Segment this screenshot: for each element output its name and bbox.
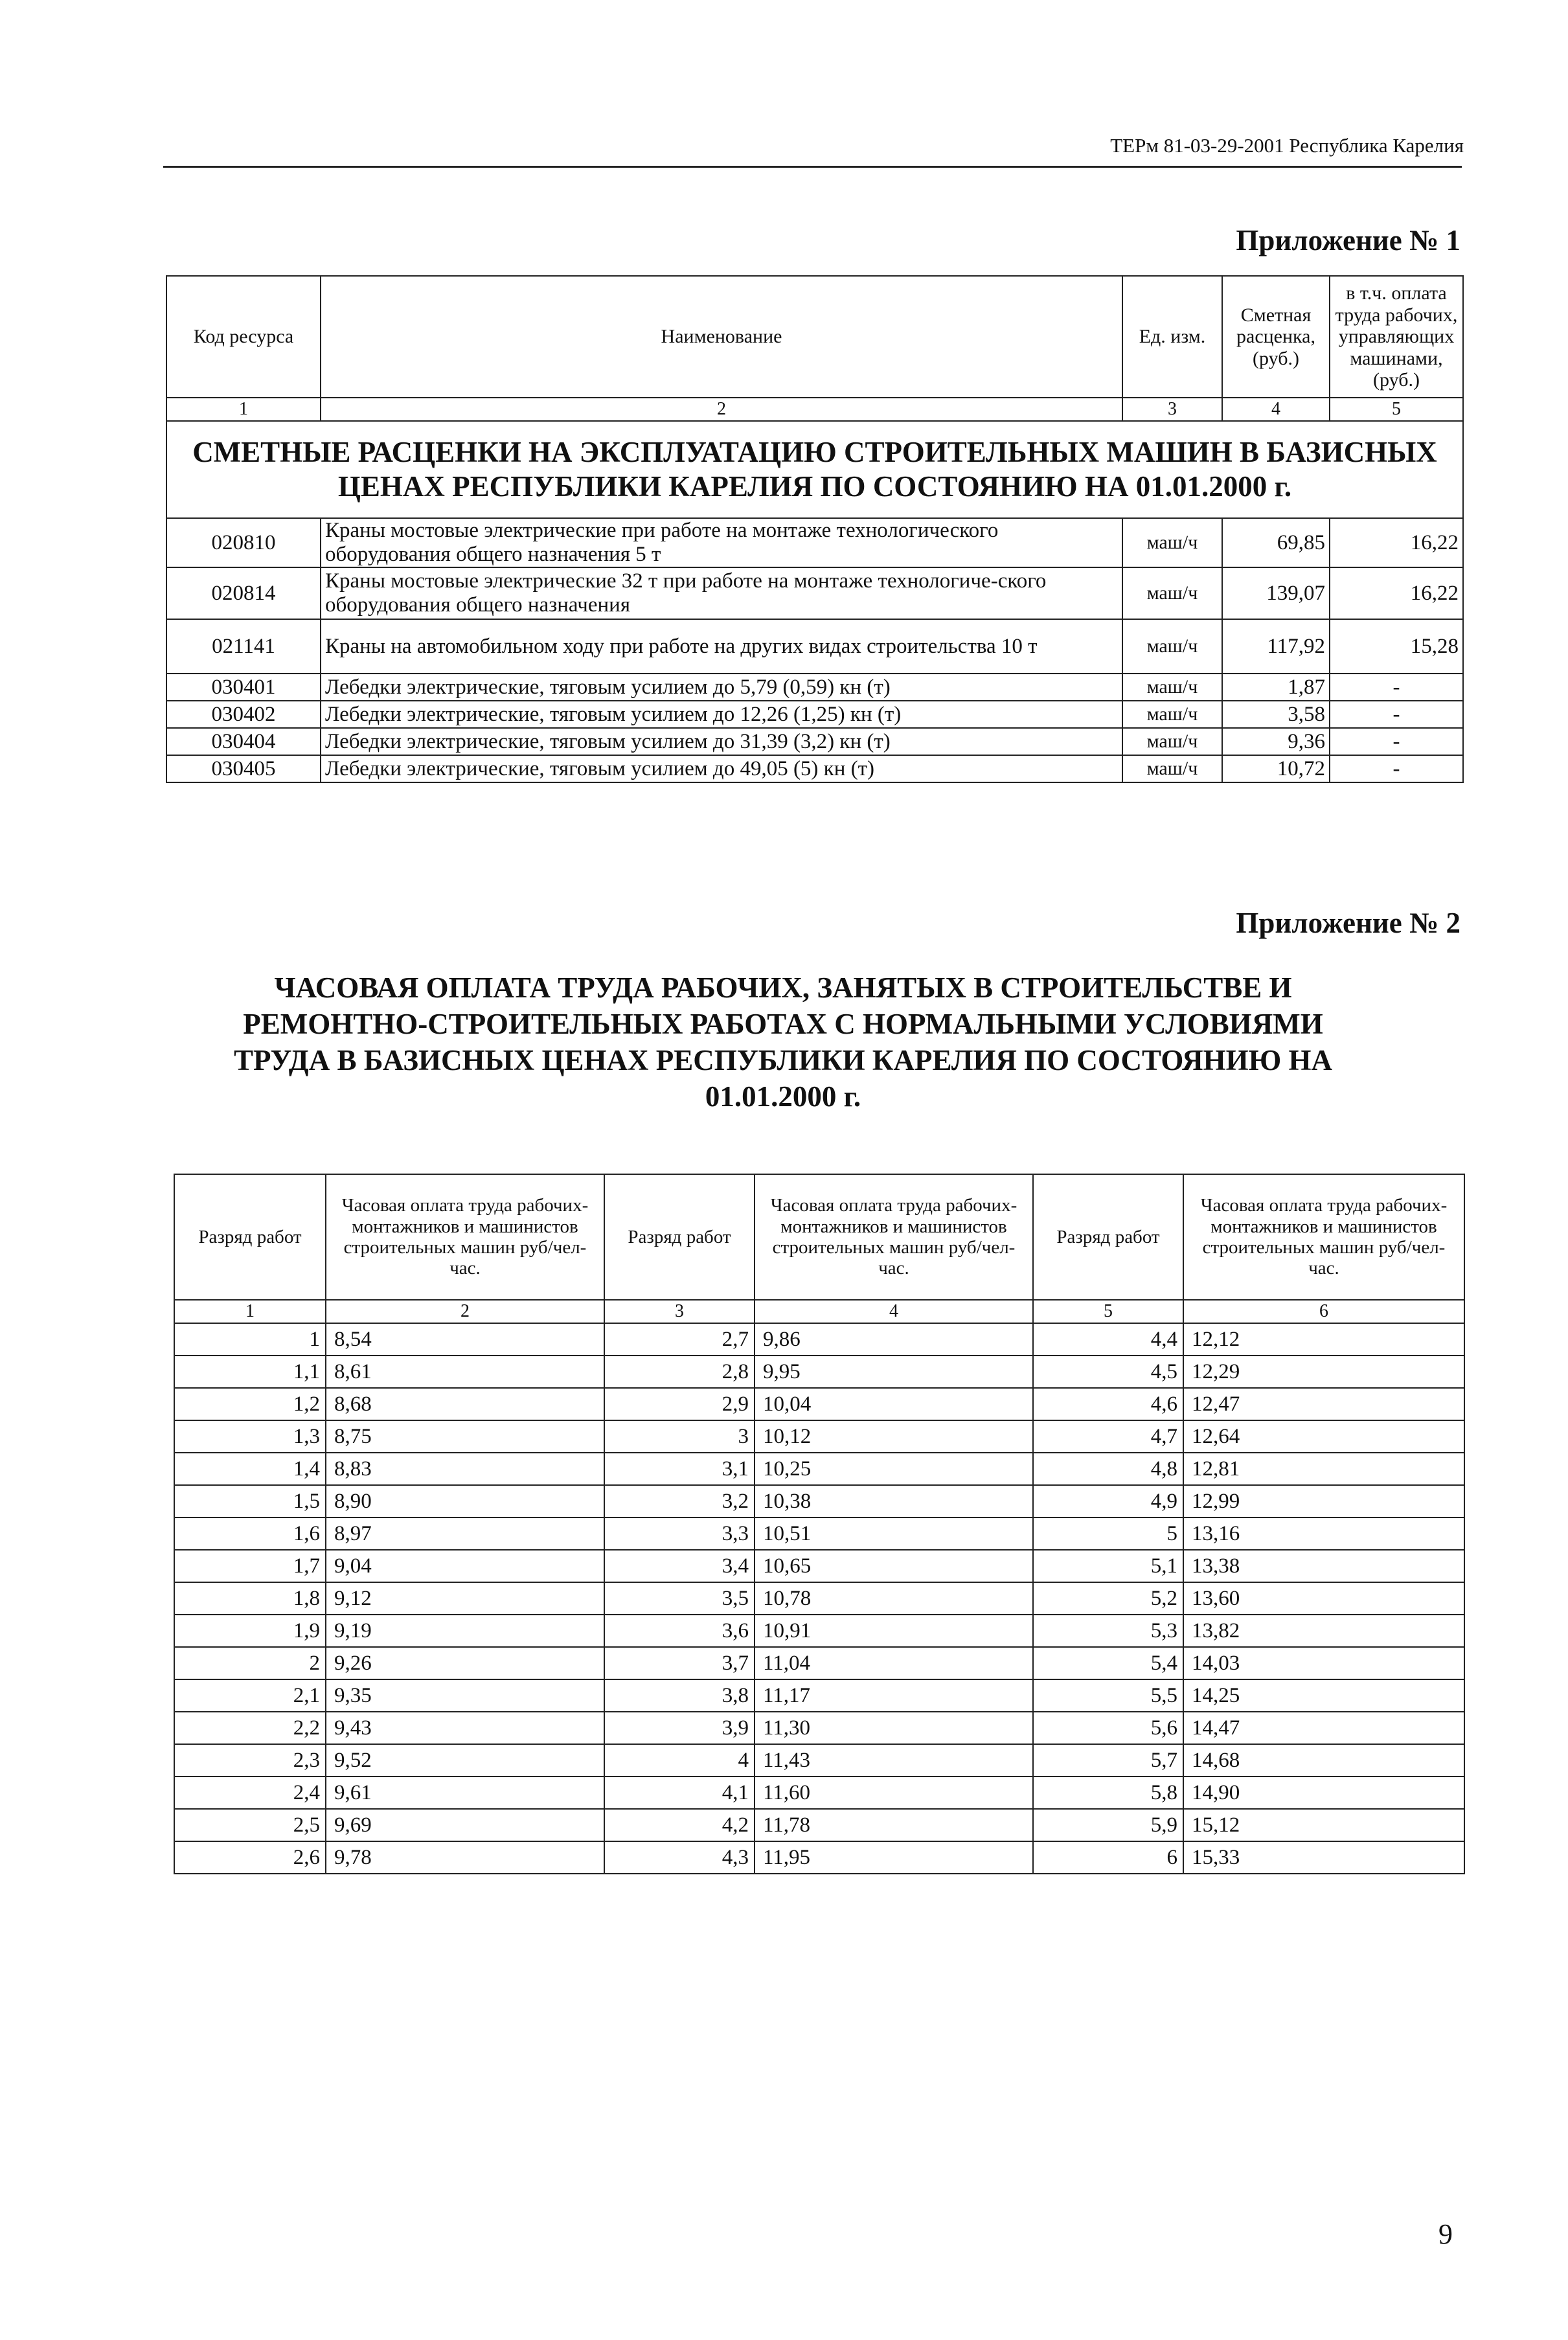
appendix-2-title: Приложение № 2 <box>1236 907 1460 939</box>
rate-cell: 11,60 <box>755 1777 1033 1809</box>
rate-cell: 13,82 <box>1183 1615 1464 1647</box>
section-title-row <box>166 421 1463 518</box>
rate-cell: 9,78 <box>326 1841 604 1874</box>
grade-cell: 4,7 <box>1033 1420 1183 1453</box>
table-row <box>166 567 1463 619</box>
header-rule <box>163 166 1462 168</box>
resource-code: 020814 <box>166 567 321 619</box>
grade-cell: 1,9 <box>174 1615 326 1647</box>
resource-rate: 139,07 <box>1222 567 1330 619</box>
rate-cell: 12,29 <box>1183 1356 1464 1388</box>
appendix-1-title: Приложение № 1 <box>1236 224 1460 256</box>
rate-cell: 8,68 <box>326 1388 604 1420</box>
grade-cell: 5,6 <box>1033 1712 1183 1744</box>
col-number: 3 <box>1122 398 1222 421</box>
table-header-row <box>174 1174 1464 1300</box>
rate-cell: 8,54 <box>326 1323 604 1356</box>
grade-cell: 3,6 <box>604 1615 755 1647</box>
grade-cell: 5,5 <box>1033 1679 1183 1712</box>
rate-cell: 8,83 <box>326 1453 604 1485</box>
table-row <box>174 1615 1464 1647</box>
grade-cell: 5,2 <box>1033 1582 1183 1615</box>
rate-cell: 10,51 <box>755 1517 1033 1550</box>
grade-cell: 4,9 <box>1033 1485 1183 1517</box>
grade-cell: 5 <box>1033 1517 1183 1550</box>
grade-cell: 1 <box>174 1323 326 1356</box>
grade-cell: 3,8 <box>604 1679 755 1712</box>
rate-cell: 13,16 <box>1183 1517 1464 1550</box>
grade-cell: 2,5 <box>174 1809 326 1841</box>
grade-cell: 3,4 <box>604 1550 755 1582</box>
col-code-header: Код ресурса <box>166 276 321 398</box>
table-row <box>174 1356 1464 1388</box>
grade-cell: 3,2 <box>604 1485 755 1517</box>
rate-cell: 9,86 <box>755 1323 1033 1356</box>
col-number: 3 <box>604 1300 755 1323</box>
grade-cell: 5,8 <box>1033 1777 1183 1809</box>
resource-labor: 16,22 <box>1330 567 1463 619</box>
rate-cell: 14,47 <box>1183 1712 1464 1744</box>
resource-name: Лебедки электрические, тяговым усилием до 5,79 (0,59) кн (т) <box>321 674 1122 701</box>
table-row <box>166 619 1463 674</box>
table-row <box>174 1679 1464 1712</box>
rate-cell: 11,04 <box>755 1647 1033 1679</box>
rate-cell: 9,19 <box>326 1615 604 1647</box>
rate-cell: 10,91 <box>755 1615 1033 1647</box>
wage-rows <box>174 1323 1464 1874</box>
resource-rate: 69,85 <box>1222 518 1330 567</box>
grade-cell: 5,3 <box>1033 1615 1183 1647</box>
rate-cell: 9,61 <box>326 1777 604 1809</box>
col-labor-header: в т.ч. оплата труда рабочих, управляющих машинами, (руб.) <box>1330 276 1463 398</box>
resource-rate: 9,36 <box>1222 728 1330 755</box>
table-row <box>174 1388 1464 1420</box>
grade-cell: 4,4 <box>1033 1323 1183 1356</box>
col-grade-header: Разряд работ <box>174 1174 326 1300</box>
hourly-wage-table <box>174 1174 1465 1874</box>
rate-cell: 11,30 <box>755 1712 1033 1744</box>
rate-cell: 14,90 <box>1183 1777 1464 1809</box>
table-row <box>166 518 1463 567</box>
col-rate-header: Сметная расценка, (руб.) <box>1222 276 1330 398</box>
rate-cell: 11,17 <box>755 1679 1033 1712</box>
resource-unit: маш/ч <box>1122 674 1222 701</box>
rate-cell: 12,64 <box>1183 1420 1464 1453</box>
table-row <box>166 755 1463 782</box>
rate-cell: 9,43 <box>326 1712 604 1744</box>
col-number: 2 <box>321 398 1122 421</box>
resource-name: Лебедки электрические, тяговым усилием до 31,39 (3,2) кн (т) <box>321 728 1122 755</box>
rate-cell: 10,38 <box>755 1485 1033 1517</box>
table-row <box>174 1453 1464 1485</box>
grade-cell: 1,2 <box>174 1388 326 1420</box>
rate-cell: 9,69 <box>326 1809 604 1841</box>
resource-labor: 15,28 <box>1330 619 1463 674</box>
rate-cell: 12,47 <box>1183 1388 1464 1420</box>
rate-cell: 9,52 <box>326 1744 604 1777</box>
rate-cell: 10,78 <box>755 1582 1033 1615</box>
resource-unit: маш/ч <box>1122 755 1222 782</box>
rate-cell: 8,90 <box>326 1485 604 1517</box>
grade-cell: 3,7 <box>604 1647 755 1679</box>
rate-cell: 14,68 <box>1183 1744 1464 1777</box>
resource-code: 030401 <box>166 674 321 701</box>
appendix-2-heading: ЧАСОВАЯ ОПЛАТА ТРУДА РАБОЧИХ, ЗАНЯТЫХ В СТРОИТЕЛЬСТВЕ И РЕМОНТНО-СТРОИТЕЛЬНЫХ РАБОТАХ С НОРМАЛЬНЫМИ УСЛОВИЯМИ ТРУДА В БАЗИСНЫХ ЦЕНАХ РЕСПУБЛИКИ КАРЕЛИЯ ПО СОСТОЯНИЮ НА 01.01.2000 г. <box>233 971 1333 1113</box>
col-number: 5 <box>1033 1300 1183 1323</box>
grade-cell: 2 <box>174 1647 326 1679</box>
grade-cell: 3,1 <box>604 1453 755 1485</box>
col-grade-header: Разряд работ <box>604 1174 755 1300</box>
grade-cell: 2,8 <box>604 1356 755 1388</box>
table-row <box>166 701 1463 728</box>
resource-code: 030404 <box>166 728 321 755</box>
resource-name: Лебедки электрические, тяговым усилием до 12,26 (1,25) кн (т) <box>321 701 1122 728</box>
table-row <box>174 1420 1464 1453</box>
column-numbers-row <box>174 1300 1464 1323</box>
rate-cell: 11,78 <box>755 1809 1033 1841</box>
resource-unit: маш/ч <box>1122 701 1222 728</box>
rate-cell: 10,25 <box>755 1453 1033 1485</box>
rate-cell: 12,12 <box>1183 1323 1464 1356</box>
table-row <box>174 1647 1464 1679</box>
table-row <box>174 1517 1464 1550</box>
table-row <box>174 1777 1464 1809</box>
grade-cell: 2,3 <box>174 1744 326 1777</box>
rate-cell: 13,38 <box>1183 1550 1464 1582</box>
rate-cell: 9,35 <box>326 1679 604 1712</box>
column-numbers-row <box>166 398 1463 421</box>
machines-rates-table <box>166 275 1464 783</box>
grade-cell: 4,3 <box>604 1841 755 1874</box>
grade-cell: 4,6 <box>1033 1388 1183 1420</box>
table-row <box>174 1712 1464 1744</box>
rate-cell: 9,12 <box>326 1582 604 1615</box>
col-rate-header: Часовая оплата труда рабочих-монтажников и машинистов строительных машин руб/чел-час. <box>1183 1174 1464 1300</box>
col-number: 4 <box>755 1300 1033 1323</box>
resource-rate: 117,92 <box>1222 619 1330 674</box>
rate-cell: 9,26 <box>326 1647 604 1679</box>
resource-code: 030405 <box>166 755 321 782</box>
grade-cell: 3,3 <box>604 1517 755 1550</box>
grade-cell: 1,6 <box>174 1517 326 1550</box>
grade-cell: 5,7 <box>1033 1744 1183 1777</box>
grade-cell: 1,3 <box>174 1420 326 1453</box>
grade-cell: 3 <box>604 1420 755 1453</box>
col-grade-header: Разряд работ <box>1033 1174 1183 1300</box>
col-number: 4 <box>1222 398 1330 421</box>
table-row <box>174 1744 1464 1777</box>
rate-cell: 8,97 <box>326 1517 604 1550</box>
rate-cell: 10,04 <box>755 1388 1033 1420</box>
grade-cell: 4,8 <box>1033 1453 1183 1485</box>
table-row <box>166 674 1463 701</box>
grade-cell: 5,1 <box>1033 1550 1183 1582</box>
col-number: 6 <box>1183 1300 1464 1323</box>
resource-unit: маш/ч <box>1122 619 1222 674</box>
rate-cell: 14,03 <box>1183 1647 1464 1679</box>
resource-unit: маш/ч <box>1122 567 1222 619</box>
grade-cell: 2,7 <box>604 1323 755 1356</box>
grade-cell: 2,1 <box>174 1679 326 1712</box>
resource-labor: - <box>1330 701 1463 728</box>
grade-cell: 6 <box>1033 1841 1183 1874</box>
rate-cell: 15,12 <box>1183 1809 1464 1841</box>
resource-code: 020810 <box>166 518 321 567</box>
col-number: 2 <box>326 1300 604 1323</box>
grade-cell: 3,5 <box>604 1582 755 1615</box>
grade-cell: 1,1 <box>174 1356 326 1388</box>
resource-labor: - <box>1330 755 1463 782</box>
table-row <box>174 1582 1464 1615</box>
grade-cell: 1,4 <box>174 1453 326 1485</box>
rate-cell: 11,95 <box>755 1841 1033 1874</box>
resource-rate: 3,58 <box>1222 701 1330 728</box>
table-row <box>174 1550 1464 1582</box>
resource-rate: 1,87 <box>1222 674 1330 701</box>
grade-cell: 5,9 <box>1033 1809 1183 1841</box>
table-row <box>174 1485 1464 1517</box>
resource-code: 030402 <box>166 701 321 728</box>
rate-cell: 10,65 <box>755 1550 1033 1582</box>
resource-name: Краны мостовые электрические 32 т при работе на монтаже технологиче-ского оборудования общего назначения <box>321 567 1122 619</box>
grade-cell: 1,5 <box>174 1485 326 1517</box>
table-header-row <box>166 276 1463 398</box>
rate-cell: 12,99 <box>1183 1485 1464 1517</box>
grade-cell: 2,4 <box>174 1777 326 1809</box>
rate-cell: 9,95 <box>755 1356 1033 1388</box>
resource-labor: - <box>1330 728 1463 755</box>
page-number: 9 <box>1438 2218 1453 2250</box>
table-row <box>166 728 1463 755</box>
resource-name: Лебедки электрические, тяговым усилием до 49,05 (5) кн (т) <box>321 755 1122 782</box>
col-number: 5 <box>1330 398 1463 421</box>
rate-cell: 11,43 <box>755 1744 1033 1777</box>
rate-cell: 13,60 <box>1183 1582 1464 1615</box>
resource-rate: 10,72 <box>1222 755 1330 782</box>
table-row <box>174 1323 1464 1356</box>
rate-cell: 14,25 <box>1183 1679 1464 1712</box>
grade-cell: 2,2 <box>174 1712 326 1744</box>
rate-cell: 8,61 <box>326 1356 604 1388</box>
col-number: 1 <box>174 1300 326 1323</box>
grade-cell: 2,6 <box>174 1841 326 1874</box>
grade-cell: 5,4 <box>1033 1647 1183 1679</box>
table-row <box>174 1841 1464 1874</box>
grade-cell: 1,7 <box>174 1550 326 1582</box>
resource-unit: маш/ч <box>1122 728 1222 755</box>
resource-labor: - <box>1330 674 1463 701</box>
grade-cell: 4,1 <box>604 1777 755 1809</box>
section-title: СМЕТНЫЕ РАСЦЕНКИ НА ЭКСПЛУАТАЦИЮ СТРОИТЕЛЬНЫХ МАШИН В БАЗИСНЫХ ЦЕНАХ РЕСПУБЛИКИ КАРЕЛИЯ ПО СОСТОЯНИЮ НА 01.01.2000 г. <box>166 421 1463 518</box>
grade-cell: 4 <box>604 1744 755 1777</box>
rate-cell: 8,75 <box>326 1420 604 1453</box>
rate-cell: 10,12 <box>755 1420 1033 1453</box>
resource-labor: 16,22 <box>1330 518 1463 567</box>
grade-cell: 3,9 <box>604 1712 755 1744</box>
resource-code: 021141 <box>166 619 321 674</box>
rate-cell: 12,81 <box>1183 1453 1464 1485</box>
col-rate-header: Часовая оплата труда рабочих-монтажников и машинистов строительных машин руб/чел-час. <box>326 1174 604 1300</box>
col-number: 1 <box>166 398 321 421</box>
col-name-header: Наименование <box>321 276 1122 398</box>
table-row <box>174 1809 1464 1841</box>
grade-cell: 1,8 <box>174 1582 326 1615</box>
grade-cell: 2,9 <box>604 1388 755 1420</box>
resource-name: Краны на автомобильном ходу при работе на других видах строительства 10 т <box>321 619 1122 674</box>
resource-unit: маш/ч <box>1122 518 1222 567</box>
running-header: ТЕРм 81-03-29-2001 Республика Карелия <box>1110 134 1464 157</box>
rate-cell: 9,04 <box>326 1550 604 1582</box>
resource-name: Краны мостовые электрические при работе на монтаже технологического оборудования общего назначения 5 т <box>321 518 1122 567</box>
grade-cell: 4,2 <box>604 1809 755 1841</box>
col-rate-header: Часовая оплата труда рабочих-монтажников и машинистов строительных машин руб/чел-час. <box>755 1174 1033 1300</box>
grade-cell: 4,5 <box>1033 1356 1183 1388</box>
col-unit-header: Ед. изм. <box>1122 276 1222 398</box>
rate-cell: 15,33 <box>1183 1841 1464 1874</box>
